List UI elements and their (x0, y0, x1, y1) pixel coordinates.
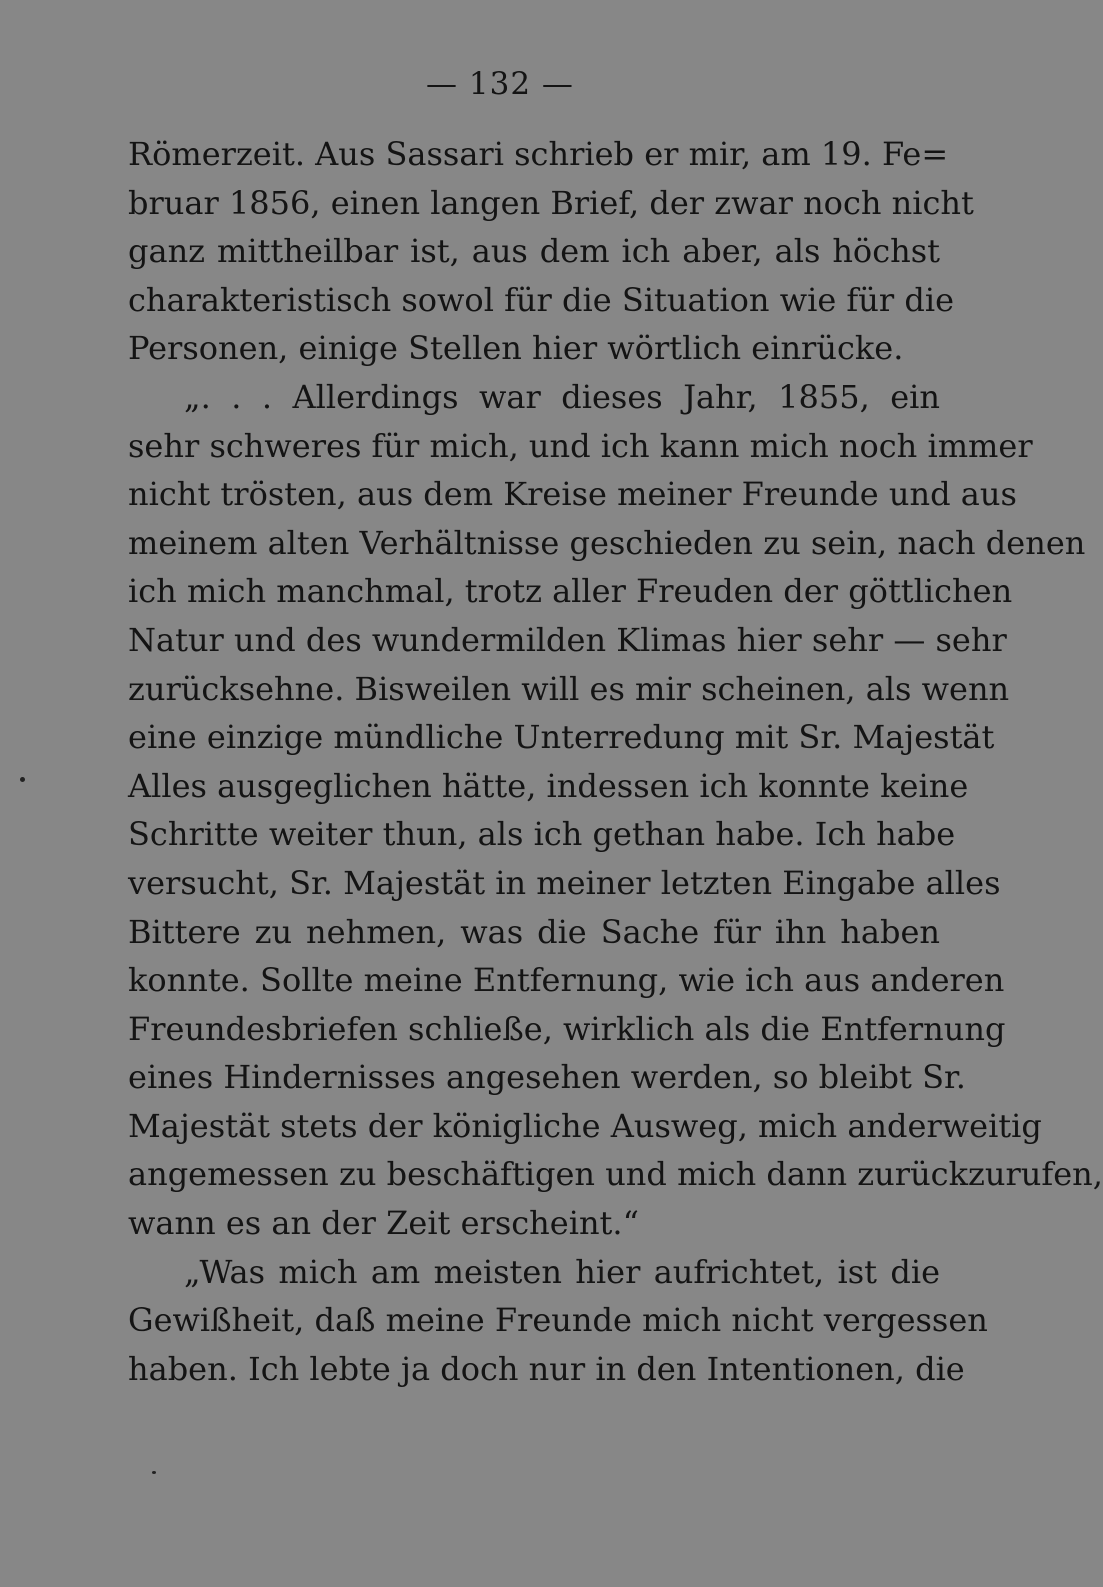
text-line: charakteristisch sowol für die Situation wie für die (128, 280, 954, 319)
text-line: Personen, einige Stellen hier wörtlich einrücke. (128, 329, 904, 368)
page-number: — 132 — (426, 66, 574, 102)
text-line: ich mich manchmal, trotz aller Freuden der göttlichen (128, 572, 1013, 611)
text-line: meinem alten Verhältnisse geschieden zu sein, nach denen (128, 523, 1086, 562)
text-line: Bittere zu nehmen, was die Sache für ihn haben (128, 912, 940, 951)
text-line: versucht, Sr. Majestät in meiner letzten Eingabe alles (128, 863, 1001, 902)
text-line: nicht trösten, aus dem Kreise meiner Freunde und aus (128, 475, 1017, 514)
text-line: konnte. Sollte meine Entfernung, wie ich aus anderen (128, 961, 1005, 1000)
text-line: Gewißheit, daß meine Freunde mich nicht vergessen (128, 1301, 988, 1340)
text-line: bruar 1856, einen langen Brief, der zwar noch nicht (128, 183, 974, 222)
text-line: zurücksehne. Bisweilen will es mir scheinen, als wenn (128, 669, 1010, 708)
print-speck (152, 1471, 156, 1474)
text-line: Majestät stets der königliche Ausweg, mich anderweitig (128, 1106, 1042, 1145)
text-line: ganz mittheilbar ist, aus dem ich aber, als höchst (128, 232, 940, 271)
text-line: eines Hindernisses angesehen werden, so bleibt Sr. (128, 1058, 966, 1097)
text-line: angemessen zu beschäftigen und mich dann zurückzurufen, (128, 1155, 1103, 1194)
text-line: sehr schweres für mich, und ich kann mich noch immer (128, 426, 1033, 465)
text-line: Römerzeit. Aus Sassari schrieb er mir, am 19. Fe= (128, 135, 949, 173)
text-line: wann es an der Zeit erscheint.“ (128, 1204, 639, 1243)
text-line: haben. Ich lebte ja doch nur in den Intentionen, die (128, 1349, 965, 1388)
print-speck (20, 777, 25, 782)
body-text (128, 130, 1103, 1393)
text-line: Freundesbriefen schließe, wirklich als die Entfernung (128, 1009, 1006, 1048)
text-line: eine einzige mündliche Unterredung mit Sr. Majestät (128, 718, 995, 757)
text-line: Natur und des wundermilden Klimas hier sehr — sehr (128, 620, 1007, 659)
text-line: „. . . Allerdings war dieses Jahr, 1855, ein (184, 377, 940, 416)
text-line: „Was mich am meisten hier aufrichtet, ist die (184, 1252, 940, 1291)
text-line: Alles ausgeglichen hätte, indessen ich konnte keine (128, 766, 969, 805)
text-line: Schritte weiter thun, als ich gethan habe. Ich habe (128, 815, 956, 854)
